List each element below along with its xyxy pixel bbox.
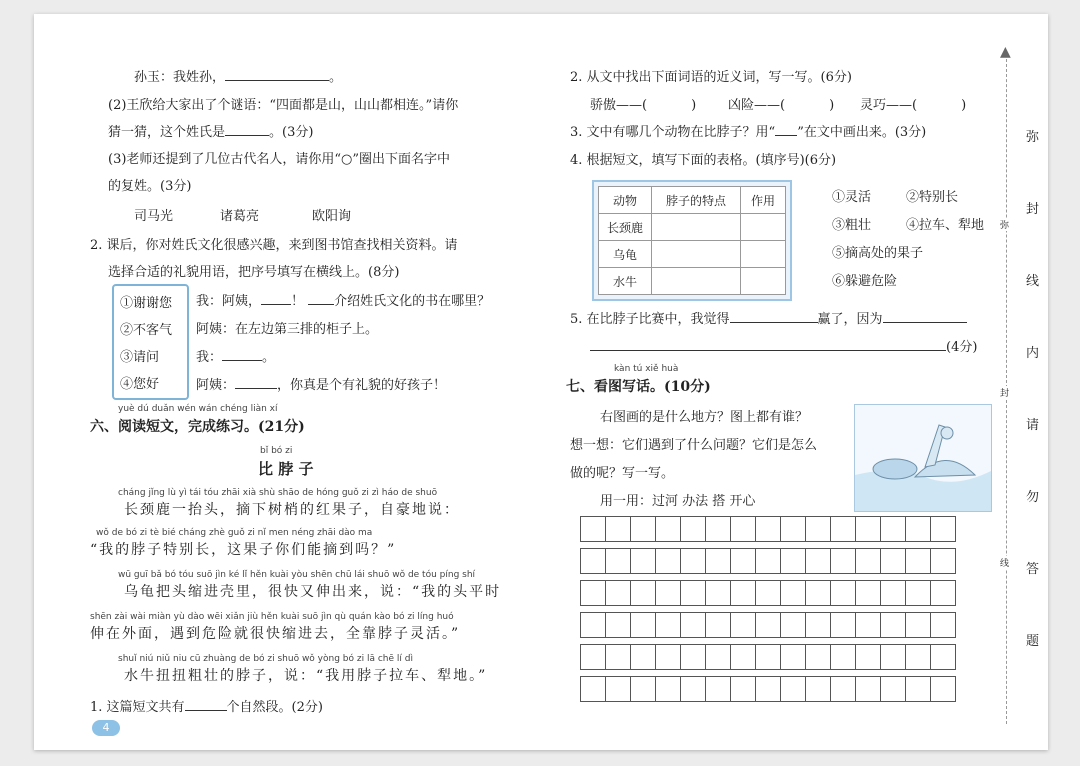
turtle-icon (873, 459, 917, 479)
dialogue-blank-3[interactable] (222, 360, 262, 361)
sidebar-char: 勿 (1026, 490, 1040, 505)
grid-cell[interactable] (756, 517, 781, 542)
table-cell[interactable] (652, 241, 741, 268)
dialogue-line-4: 阿姨： ，你真是个有礼貌的好孩子！ (196, 378, 447, 393)
dialogue-blank-1[interactable] (261, 304, 291, 305)
dialogue-blank-2[interactable] (308, 304, 334, 305)
grid-cell[interactable] (831, 517, 856, 542)
choice-item: ③粗壮 (832, 218, 872, 233)
table-cell[interactable] (652, 214, 741, 241)
grid-cell[interactable] (906, 549, 931, 574)
grid-cell[interactable] (906, 613, 931, 638)
sidebar-char: 封 (1026, 202, 1040, 217)
grid-cell[interactable] (606, 645, 631, 670)
grid-cell[interactable] (656, 517, 681, 542)
grid-cell[interactable] (806, 613, 831, 638)
grid-cell[interactable] (681, 517, 706, 542)
passage-line: 伸在外面，遇到危险就很快缩进去，全靠脖子灵活。” (90, 626, 461, 642)
question-1: 1. 这篇短文共有 个自然段。(2分) (90, 700, 323, 715)
table-row-label: 水牛 (599, 268, 652, 295)
grid-cell[interactable] (606, 581, 631, 606)
sidebar-char: 答 (1026, 562, 1040, 577)
passage-line: 水牛扭扭粗壮的脖子，说：“我用脖子拉车、犁地。” (124, 668, 488, 684)
table-cell[interactable] (741, 268, 786, 295)
passage-title: 比 脖 子 (258, 460, 314, 478)
grid-cell[interactable] (831, 549, 856, 574)
passage-line: 乌龟把头缩进壳里，很快又伸出来，说：“我的头平时 (124, 584, 502, 600)
grid-cell[interactable] (856, 517, 881, 542)
grid-cell[interactable] (656, 581, 681, 606)
grid-cell[interactable] (931, 677, 956, 702)
grid-cell[interactable] (706, 677, 731, 702)
grid-cell[interactable] (781, 613, 806, 638)
grid-cell[interactable] (706, 613, 731, 638)
grid-cell[interactable] (831, 613, 856, 638)
grid-cell[interactable] (581, 517, 606, 542)
choice-item: ①灵活 (832, 190, 872, 205)
grid-cell[interactable] (931, 517, 956, 542)
table-cell[interactable] (652, 268, 741, 295)
animal-table (592, 180, 792, 301)
polite-option: ①谢谢您 (120, 296, 173, 311)
grid-cell[interactable] (706, 517, 731, 542)
grid-cell[interactable] (806, 645, 831, 670)
dialogue-line-3: 我： 。 (196, 350, 276, 365)
question-r3: 3. 文中有哪几个动物在比脖子？用“ ”在文中画出来。(3分) (570, 125, 927, 140)
grid-cell[interactable] (731, 645, 756, 670)
riddle-question: (2)王欣给大家出了个谜语：“四面都是山，山山都相连。”请你 (108, 98, 459, 113)
table-cell[interactable] (741, 214, 786, 241)
river-illustration (854, 404, 992, 512)
question-r5: 5. 在比脖子比赛中，我觉得 赢了，因为 (570, 308, 967, 327)
sidebar-char: 题 (1026, 634, 1040, 649)
grid-cell[interactable] (706, 645, 731, 670)
grid-cell[interactable] (756, 645, 781, 670)
question-r5-line2: (4分) (590, 336, 977, 355)
section-6-heading: 六、阅读短文，完成练习。(21分) (90, 419, 305, 435)
question-r4: 4. 根据短文，填写下面的表格。(填序号)(6分) (570, 153, 837, 168)
giraffe-head-icon (941, 427, 953, 439)
choice-item: ④拉车、犁地 (906, 218, 985, 233)
grid-cell[interactable] (906, 645, 931, 670)
sidebar-char: 内 (1026, 346, 1040, 361)
grid-cell[interactable] (756, 613, 781, 638)
grid-cell[interactable] (931, 645, 956, 670)
grid-cell[interactable] (631, 549, 656, 574)
sidebar-char: 请 (1026, 418, 1040, 433)
grid-cell[interactable] (931, 549, 956, 574)
seal-mark: 线 (1000, 556, 1009, 569)
pinyin-line: cháng jǐng lù yì tái tóu zhāi xià shù shāo de hóng guǒ zi zì háo de shuō (118, 488, 438, 498)
polite-phrase-box (112, 284, 189, 400)
compound-surname-question: (3)老师还提到了几位古代名人，请你用“○”圈出下面名字中 (108, 152, 451, 167)
table-header: 作用 (741, 187, 786, 214)
sidebar-char: 弥 (1026, 130, 1040, 145)
grid-cell[interactable] (731, 517, 756, 542)
choice-item: ⑤摘高处的果子 (832, 246, 924, 261)
grid-cell[interactable] (931, 581, 956, 606)
name-choice-1[interactable]: 司马光 (134, 209, 174, 224)
rocket-icon: ▲ (1000, 44, 1011, 60)
grid-cell[interactable] (881, 549, 906, 574)
grid-cell[interactable] (806, 677, 831, 702)
riddle-blank[interactable] (225, 135, 269, 136)
grid-cell[interactable] (756, 677, 781, 702)
name-choice-2[interactable]: 诸葛亮 (220, 209, 260, 224)
grid-cell[interactable] (656, 613, 681, 638)
table-header: 动物 (599, 187, 652, 214)
grid-cell[interactable] (856, 645, 881, 670)
grid-cell[interactable] (731, 581, 756, 606)
grid-cell[interactable] (631, 645, 656, 670)
grid-cell[interactable] (806, 517, 831, 542)
worksheet-page (34, 14, 1048, 750)
grid-gap (581, 606, 956, 613)
synonym-1: 骄傲——( ) (590, 98, 697, 113)
grid-cell[interactable] (681, 613, 706, 638)
grid-cell[interactable] (856, 677, 881, 702)
compound-surname-question-end: 的复姓。(3分) (108, 179, 192, 194)
grid-cell[interactable] (781, 517, 806, 542)
table-cell[interactable] (741, 241, 786, 268)
question-2-line1: 2. 课后，你对姓氏文化很感兴趣，来到图书馆查找相关资料。请 (90, 238, 458, 253)
dialogue-line-1: 我：阿姨， ！ 介绍姓氏文化的书在哪里？ (196, 294, 491, 309)
underline-mark (775, 124, 797, 136)
section-6-pinyin: yuè dú duǎn wén wán chéng liàn xí (118, 404, 278, 414)
grid-gap (581, 542, 956, 549)
grid-cell[interactable] (931, 613, 956, 638)
page-number: 4 (92, 720, 120, 736)
grid-cell[interactable] (681, 645, 706, 670)
grid-cell[interactable] (731, 677, 756, 702)
grid-cell[interactable] (806, 581, 831, 606)
buffalo-icon (915, 460, 975, 477)
grid-cell[interactable] (581, 613, 606, 638)
pinyin-line: shuǐ niú niǔ niu cū zhuàng de bó zi shuō wǒ yòng bó zi lā chē lí dì (118, 654, 413, 664)
writing-prompt-2: 想一想：它们遇到了什么问题？它们是怎么 (570, 438, 818, 453)
grid-cell[interactable] (806, 549, 831, 574)
table-row-label: 乌龟 (599, 241, 652, 268)
grid-cell[interactable] (856, 613, 881, 638)
grid-cell[interactable] (781, 581, 806, 606)
grid-cell[interactable] (631, 677, 656, 702)
writing-prompt-4: 用一用：过河 办法 搭 开心 (600, 494, 756, 509)
grid-cell[interactable] (881, 677, 906, 702)
pinyin-line: wǒ de bó zi tè bié cháng zhè guǒ zi nǐ men néng zhāi dào ma (96, 528, 373, 538)
pinyin-line: shēn zài wài miàn yù dào wēi xiǎn jiù hěn kuài suō jìn qù quán kào bó zi líng huó (90, 612, 454, 622)
grid-cell[interactable] (631, 581, 656, 606)
choice-item: ⑥躲避危险 (832, 274, 898, 289)
grid-cell[interactable] (606, 549, 631, 574)
grid-cell[interactable] (856, 581, 881, 606)
dialogue-blank-4[interactable] (235, 388, 277, 389)
grid-cell[interactable] (731, 613, 756, 638)
grid-cell[interactable] (756, 581, 781, 606)
table-header: 脖子的特点 (652, 187, 741, 214)
grid-cell[interactable] (781, 549, 806, 574)
section-7-heading: 七、看图写话。(10分) (566, 379, 711, 395)
grid-cell[interactable] (881, 613, 906, 638)
name-choice-3[interactable]: 欧阳询 (312, 209, 352, 224)
seal-mark: 封 (1000, 386, 1009, 399)
passage-line: “我的脖子特别长，这果子你们能摘到吗？” (90, 542, 397, 558)
winner-blank[interactable] (730, 322, 818, 323)
grid-gap (581, 638, 956, 645)
grid-cell[interactable] (881, 581, 906, 606)
polite-option: ③请问 (120, 350, 160, 365)
illustration-svg (855, 405, 991, 511)
grid-cell[interactable] (756, 549, 781, 574)
table-row-label: 长颈鹿 (599, 214, 652, 241)
surname-answer-line: 孙玉：我姓孙， 。 (134, 70, 343, 85)
grid-cell[interactable] (831, 581, 856, 606)
reason-blank-2[interactable] (590, 350, 946, 351)
grid-gap (581, 670, 956, 677)
grid-cell[interactable] (906, 517, 931, 542)
seal-mark: 弥 (1000, 218, 1009, 231)
writing-grid[interactable] (580, 516, 956, 702)
grid-cell[interactable] (831, 677, 856, 702)
grid-cell[interactable] (606, 613, 631, 638)
question-2-line2: 选择合适的礼貌用语，把序号填写在横线上。(8分) (108, 265, 400, 280)
grid-cell[interactable] (881, 645, 906, 670)
grid-cell[interactable] (581, 645, 606, 670)
grid-cell[interactable] (781, 645, 806, 670)
grid-cell[interactable] (831, 645, 856, 670)
grid-cell[interactable] (706, 549, 731, 574)
synonym-2: 凶险——( ) (728, 98, 835, 113)
dialogue-line-2: 阿姨：在左边第三排的柜子上。 (196, 322, 379, 337)
writing-prompt-1: 右图画的是什么地方？图上都有谁？ (600, 410, 809, 425)
synonym-3: 灵巧——( ) (860, 98, 967, 113)
grid-cell[interactable] (731, 549, 756, 574)
grid-cell[interactable] (681, 549, 706, 574)
surname-blank[interactable] (225, 80, 329, 81)
grid-cell[interactable] (581, 677, 606, 702)
grid-cell[interactable] (906, 677, 931, 702)
grid-cell[interactable] (581, 581, 606, 606)
grid-cell[interactable] (856, 549, 881, 574)
reason-blank-1[interactable] (883, 322, 967, 323)
choice-item: ②特别长 (906, 190, 959, 205)
grid-cell[interactable] (706, 581, 731, 606)
section-7-pinyin: kàn tú xiě huà (614, 364, 679, 374)
writing-prompt-3: 做的呢？写一写。 (570, 466, 675, 481)
question-r2: 2. 从文中找出下面词语的近义词，写一写。(6分) (570, 70, 852, 85)
grid-cell[interactable] (656, 645, 681, 670)
grid-cell[interactable] (631, 517, 656, 542)
grid-cell[interactable] (781, 677, 806, 702)
grid-cell[interactable] (681, 677, 706, 702)
grid-cell[interactable] (581, 549, 606, 574)
polite-option: ④您好 (120, 377, 160, 392)
grid-gap (581, 574, 956, 581)
title-pinyin: bǐ bó zi (260, 446, 293, 456)
paragraph-count-blank[interactable] (185, 710, 227, 711)
polite-option: ②不客气 (120, 323, 173, 338)
grid-cell[interactable] (881, 517, 906, 542)
grid-cell[interactable] (656, 549, 681, 574)
grid-cell[interactable] (656, 677, 681, 702)
grid-cell[interactable] (681, 581, 706, 606)
grid-cell[interactable] (631, 613, 656, 638)
grid-cell[interactable] (906, 581, 931, 606)
pinyin-line: wū guī bǎ bó tóu suō jìn ké lǐ hěn kuài yòu shēn chū lái shuō wǒ de tóu píng shí (118, 570, 476, 580)
grid-cell[interactable] (606, 677, 631, 702)
passage-line: 长颈鹿一抬头，摘下树梢的红果子，自豪地说： (124, 502, 460, 518)
sidebar-char: 线 (1026, 274, 1040, 289)
riddle-answer-line: 猜一猜，这个姓氏是 。(3分) (108, 125, 314, 140)
grid-cell[interactable] (606, 517, 631, 542)
